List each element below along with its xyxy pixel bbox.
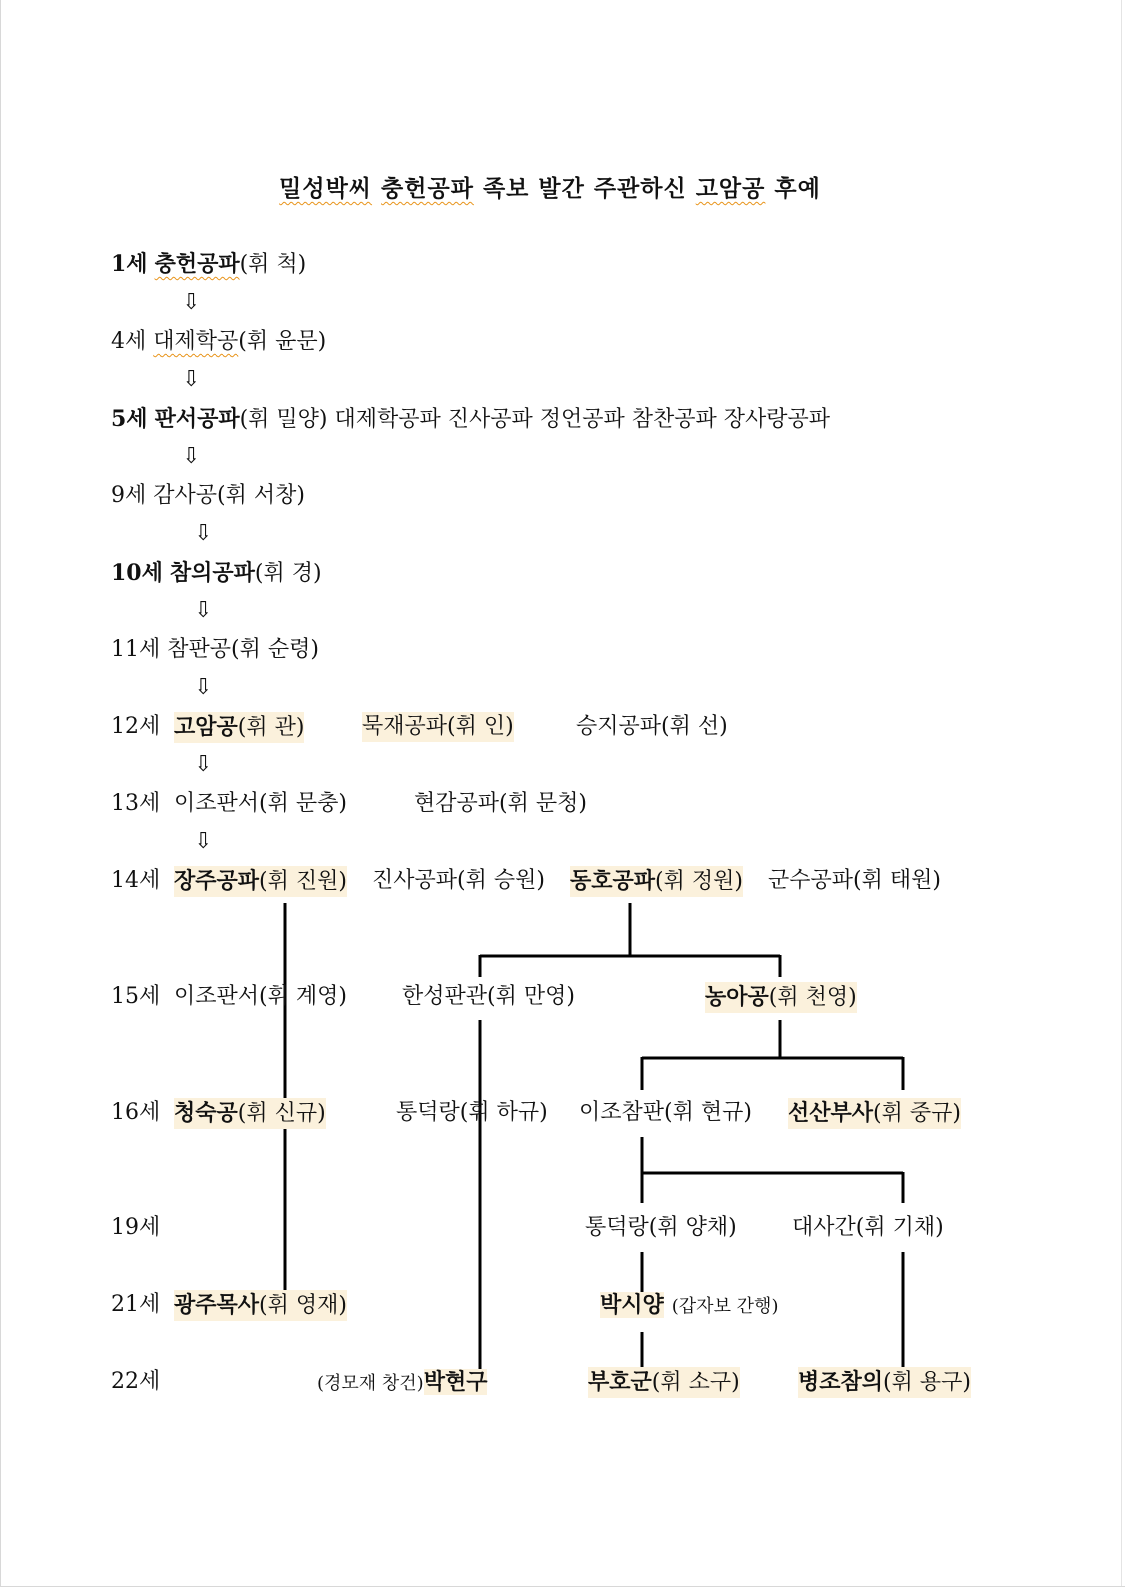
ancestor-name: 부호군 bbox=[588, 1369, 652, 1395]
tongdeok-hagyu-entry: 통덕랑(휘 하규) bbox=[396, 1100, 548, 1125]
row-gen22-label: 22세 bbox=[111, 1369, 161, 1394]
row-gen4 bbox=[111, 327, 326, 357]
row-gen21-label: 21세 bbox=[111, 1292, 161, 1317]
given-name: (휘 소구) bbox=[651, 1370, 740, 1395]
park-hyeongu-entry bbox=[317, 1367, 487, 1399]
other-branches: 대제학공파 진사공파 정언공파 참찬공파 장사랑공파 bbox=[334, 407, 831, 432]
branch-name: 동호공파 bbox=[570, 868, 656, 894]
given-name: (휘 천영) bbox=[768, 985, 857, 1010]
gwangju-entry bbox=[174, 1290, 347, 1321]
row-gen14-label: 14세 bbox=[111, 868, 161, 893]
gen-label: 5세 bbox=[111, 406, 148, 432]
given-name: (휘 관) bbox=[237, 715, 305, 740]
title-branch: 충헌공파 bbox=[381, 175, 474, 202]
hanseong-entry: 한성판관(휘 만영) bbox=[402, 984, 575, 1009]
ancestor-name: 대제학공 bbox=[153, 329, 239, 354]
branch-name: 충헌공파 bbox=[154, 251, 240, 277]
byeongjo-entry bbox=[798, 1367, 971, 1398]
gen-label: 10세 bbox=[111, 560, 163, 586]
down-arrow-icon: ⇩ bbox=[194, 752, 213, 777]
gen-label: 1세 bbox=[111, 251, 148, 277]
given-name: (휘 신규) bbox=[237, 1101, 326, 1126]
park-siyang-entry bbox=[600, 1290, 778, 1322]
row-gen16-label: 16세 bbox=[111, 1100, 161, 1125]
gen-label: 4세 bbox=[111, 329, 147, 354]
given-name: (휘 용구) bbox=[883, 1370, 971, 1395]
gen-label: 11세 bbox=[111, 637, 161, 662]
ijo-panseo-entry: 이조판서(휘 문충) bbox=[174, 791, 347, 816]
goam-entry bbox=[174, 712, 304, 743]
branch-name: 장주공파 bbox=[174, 868, 260, 894]
row-gen12-label: 12세 bbox=[111, 714, 161, 739]
down-arrow-icon: ⇩ bbox=[182, 367, 201, 392]
row-gen11 bbox=[111, 635, 319, 665]
given-name: (휘 밀양) bbox=[239, 407, 328, 432]
ancestor-name: 광주목사 bbox=[174, 1292, 260, 1318]
ancestor-name: 청숙공 bbox=[174, 1100, 238, 1126]
gunsu-entry: 군수공파(휘 태원) bbox=[768, 868, 941, 893]
ancestor-name: 박현구 bbox=[423, 1369, 488, 1395]
ancestor-name: 병조참의 bbox=[798, 1369, 884, 1395]
down-arrow-icon: ⇩ bbox=[194, 521, 213, 546]
hyeongam-entry: 현감공파(휘 문청) bbox=[414, 791, 587, 816]
gen-label: 9세 bbox=[111, 483, 147, 508]
dongho-entry bbox=[570, 866, 743, 897]
down-arrow-icon: ⇩ bbox=[194, 598, 213, 623]
seonsan-entry bbox=[788, 1098, 961, 1129]
ijo-champan-entry: 이조참판(휘 현규) bbox=[579, 1100, 752, 1125]
ancestor-name: 참판공(휘 순령) bbox=[167, 637, 319, 662]
row-gen5 bbox=[111, 404, 830, 435]
down-arrow-icon: ⇩ bbox=[182, 290, 201, 315]
note: (갑자보 간행) bbox=[671, 1296, 779, 1317]
given-name: (휘 진원) bbox=[259, 869, 347, 894]
ancestor-name: 감사공(휘 서창) bbox=[153, 483, 305, 508]
ancestor-name: 농아공 bbox=[705, 984, 769, 1010]
given-name: (휘 경) bbox=[254, 561, 322, 586]
given-name: (휘 중규) bbox=[873, 1101, 961, 1126]
down-arrow-icon: ⇩ bbox=[194, 829, 213, 854]
branch-name: 참의공파 bbox=[169, 560, 255, 586]
tongdeok-yangchae-entry: 통덕랑(휘 양채) bbox=[585, 1215, 737, 1240]
row-gen19-label: 19세 bbox=[111, 1215, 161, 1240]
row-gen13-label: 13세 bbox=[111, 791, 161, 816]
given-name: (휘 영재) bbox=[259, 1293, 347, 1318]
buhogun-entry bbox=[588, 1367, 740, 1398]
row-gen1 bbox=[111, 249, 306, 280]
title-goam: 고암공 bbox=[695, 175, 766, 202]
jinsa-entry: 진사공파(휘 승원) bbox=[372, 868, 545, 893]
note: (경모재 창건) bbox=[317, 1373, 424, 1394]
title-middle: 족보 발간 주관하신 bbox=[482, 175, 687, 202]
row-gen15-label: 15세 bbox=[111, 984, 161, 1009]
jangju-entry bbox=[174, 866, 347, 897]
cheongsuk-entry bbox=[174, 1098, 326, 1129]
branch-name: 판서공파 bbox=[154, 406, 240, 432]
title-clan: 밀성박씨 bbox=[279, 175, 373, 202]
ijo-gyeyeong-entry: 이조판서(휘 계영) bbox=[174, 984, 347, 1009]
down-arrow-icon: ⇩ bbox=[182, 444, 201, 469]
seungji-entry: 승지공파(휘 선) bbox=[576, 714, 728, 739]
given-name: (휘 윤문) bbox=[238, 329, 327, 354]
nonga-entry bbox=[705, 982, 857, 1013]
ancestor-name: 고암공 bbox=[174, 714, 238, 740]
row-gen10 bbox=[111, 558, 322, 589]
given-name: (휘 정원) bbox=[655, 869, 743, 894]
row-gen9 bbox=[111, 481, 305, 511]
given-name: (휘 척) bbox=[239, 252, 307, 277]
title-end: 후예 bbox=[774, 175, 821, 202]
ancestor-name: 선산부사 bbox=[788, 1100, 874, 1126]
daesagan-entry: 대사간(휘 기채) bbox=[792, 1215, 944, 1240]
mukjae-entry: 묵재공파(휘 인) bbox=[362, 712, 514, 742]
down-arrow-icon: ⇩ bbox=[194, 675, 213, 700]
ancestor-name: 박시양 bbox=[600, 1292, 664, 1318]
